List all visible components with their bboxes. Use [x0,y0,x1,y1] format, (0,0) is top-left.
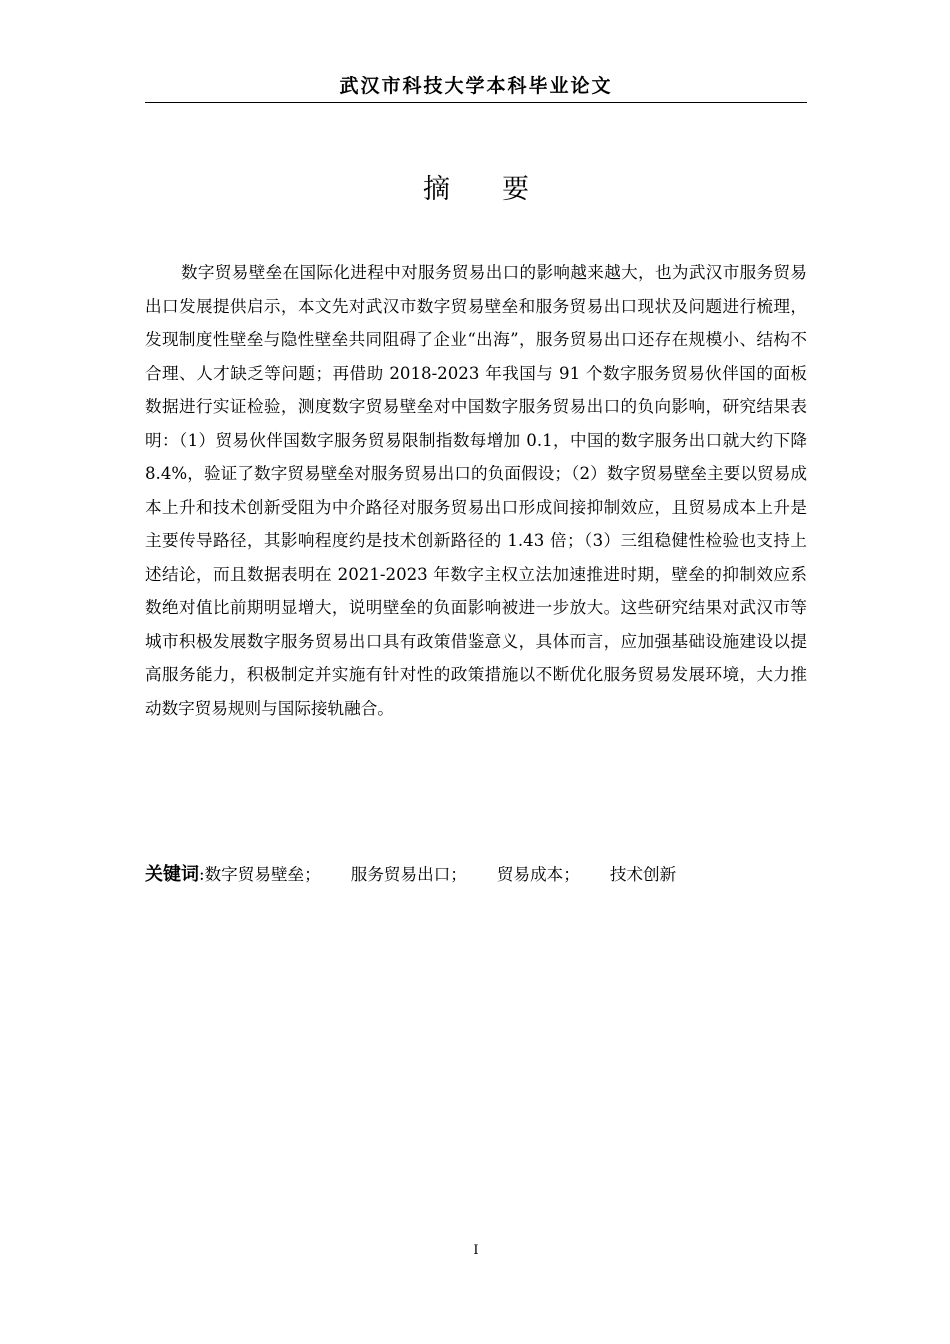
keywords-line [145,860,807,890]
keyword-item: 服务贸易出口； [350,865,467,884]
page-number: I [473,1243,479,1258]
keyword-item: 技术创新 [609,865,677,884]
keywords-colon: : [199,865,205,884]
abstract-heading-char-1: 摘 [423,174,450,205]
header-divider [145,102,807,103]
keywords-label: 关键词 [145,864,199,885]
abstract-body: 数字贸易壁垒在国际化进程中对服务贸易出口的影响越来越大，也为武汉市服务贸易出口发展提供启示，本文先对武汉市数字贸易壁垒和服务贸易出口现状及问题进行梳理，发现制度性壁垒与隐性壁垒共同阻碍了企业“出海”，服务贸易出口还存在规模小、结构不合理、人才缺乏等问题；再借助 2018-2023 年我国与 91 个数字服务贸易伙伴国的面板数据进行实证检验，测度数字贸易壁垒对中国数字服务贸易出口的负向影响，研究结果表明：（1）贸易伙伴国数字服务贸易限制指数每增加 0.1，中国的数字服务出口就大约下降 8.4%，验证了数字贸易壁垒对服务贸易出口的负面假设；（2）数字贸易壁垒主要以贸易成本上升和技术创新受阻为中介路径对服务贸易出口形成间接抑制效应，且贸易成本上升是主要传导路径，其影响程度约是技术创新路径的 1.43 倍；（3）三组稳健性检验也支持上述结论，而且数据表明在 2021-2023 年数字主权立法加速推进时期，壁垒的抑制效应系数绝对值比前期明显增大，说明壁垒的负面影响被进一步放大。这些研究结果对武汉市等城市积极发展数字服务贸易出口具有政策借鉴意义，具体而言，应加强基础设施建设以提高服务能力，积极制定并实施有针对性的政策措施以不断优化服务贸易发展环境，大力推动数字贸易规则与国际接轨融合。 [145,263,807,718]
abstract-heading [145,170,807,210]
keyword-item: 贸易成本； [496,865,580,884]
abstract-heading-char-2: 要 [502,174,529,205]
keyword-item: 数字贸易壁垒； [204,865,321,884]
running-header-title: 武汉市科技大学本科毕业论文 [339,75,613,97]
